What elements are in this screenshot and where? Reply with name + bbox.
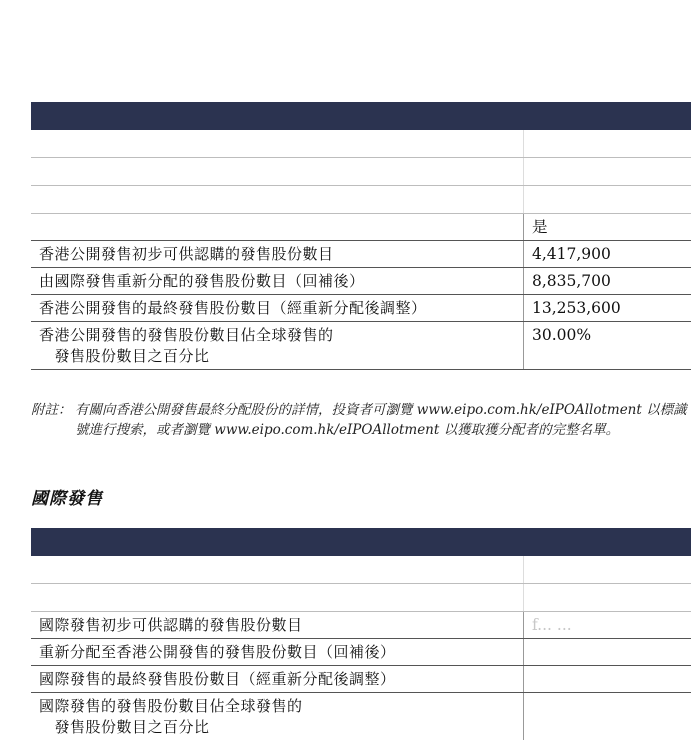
row-label: 由國際發售重新分配的發售股份數目（回補後）: [31, 268, 524, 294]
table-row: [31, 295, 691, 322]
table-row: [31, 241, 691, 268]
table-row: [31, 158, 691, 186]
row-label: 國際發售初步可供認購的發售股份數目: [31, 612, 524, 638]
table-row: [31, 693, 691, 740]
table-row: [31, 130, 691, 158]
row-label: 香港公開發售初步可供認購的發售股份數目: [31, 241, 524, 267]
row-label: 香港公開發售的發售股份數目佔全球發售的 發售股份數目之百分比: [31, 322, 524, 369]
footnote-label: 附註：: [31, 402, 72, 418]
row-value: 8,835,700: [532, 272, 611, 290]
row-label: 國際發售的發售股份數目佔全球發售的 發售股份數目之百分比: [31, 693, 524, 740]
row-label: 國際發售的最終發售股份數目（經重新分配後調整）: [31, 666, 524, 692]
row-value: [524, 639, 691, 665]
table-header-bar: [31, 102, 691, 130]
row-label: 重新分配至香港公開發售的發售股份數目（回補後）: [31, 639, 524, 665]
table-header-bar: [31, 528, 691, 556]
footnote-text: 有關向香港公開發售最終分配股份的詳情，投資者可瀏覽 www.eipo.com.hk/eIPOAllotment 以標識號進行搜索，或者瀏覽 www.eipo.com.hk/eIPOAllotment 以獲取獲分配者的完整名單。: [75, 402, 687, 438]
table-row: [31, 584, 691, 612]
row-value: [524, 693, 691, 740]
table-row: [31, 268, 691, 295]
row-value: 13,253,600: [532, 299, 621, 317]
table-row: [31, 186, 691, 214]
hk-offering-table: [31, 102, 691, 370]
intl-offering-table: [31, 528, 691, 740]
table-row: [31, 666, 691, 693]
row-value: 30.00%: [532, 326, 592, 344]
table-row: [31, 556, 691, 584]
row-value: f... ...: [532, 616, 572, 634]
row-value: 4,417,900: [532, 245, 611, 263]
table-row: [31, 214, 691, 241]
table-row: [31, 322, 691, 370]
section-title: 國際發售: [31, 489, 103, 509]
footnote: [31, 400, 691, 440]
table-row: [31, 612, 691, 639]
row-label: 香港公開發售的最終發售股份數目（經重新分配後調整）: [31, 295, 524, 321]
yes-cell: 是: [532, 218, 548, 236]
table-row: [31, 639, 691, 666]
row-value: [524, 666, 691, 692]
